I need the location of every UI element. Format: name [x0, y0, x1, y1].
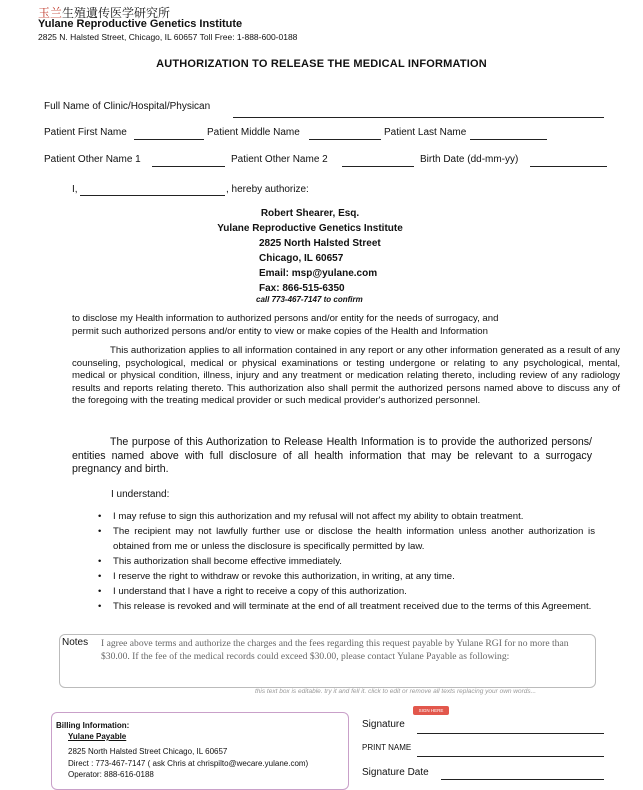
- notes-hint: this text box is editable. try it and fell it. click to edit or remove all texts replacing your own words...: [255, 688, 537, 695]
- birth-date-label: Birth Date (dd-mm-yy): [420, 154, 519, 165]
- clinic-field[interactable]: [234, 104, 602, 116]
- billing-operator: Operator: 888-616-0188: [68, 770, 154, 779]
- first-name-field[interactable]: [135, 127, 203, 139]
- middle-name-label: Patient Middle Name: [207, 127, 300, 138]
- signature-date-field[interactable]: [442, 766, 603, 778]
- last-name-label: Patient Last Name: [384, 127, 467, 138]
- other-name-2-field[interactable]: [343, 154, 413, 166]
- signature-label: Signature: [362, 719, 405, 730]
- signature-field[interactable]: [418, 719, 603, 731]
- billing-street: 2825 North Halsted Street Chicago, IL 60657: [68, 747, 228, 756]
- clinic-label: Full Name of Clinic/Hospital/Physican: [44, 101, 211, 112]
- first-name-underline: [134, 139, 204, 140]
- recipient-street: 2825 North Halsted Street: [259, 238, 381, 249]
- notes-text-field[interactable]: I agree above terms and authorize the charges and the fees regarding this request payable by Yulane RGI for no more than $30.00. If the fee of the medical records could exceed $30.00, please contact Yulane Payable as following:: [101, 638, 569, 662]
- institute-address: 2825 N. Halsted Street, Chicago, IL 60657 Toll Free: 1-888-600-0188: [38, 32, 298, 42]
- disclosure-line-1: to disclose my Health information to authorized persons and/or entity for the needs of surrogacy, and: [72, 313, 499, 324]
- first-name-label: Patient First Name: [44, 127, 127, 138]
- disclosure-line-2: permit such authorized persons and/or entity to view or make copies of the Health and Information: [72, 325, 488, 337]
- terms-item: • I may refuse to sign this authorization and my refusal will not affect my ability to obtain treatment.: [95, 509, 595, 524]
- recipient-name: Robert Shearer, Esq.: [260, 208, 360, 219]
- last-name-underline: [470, 139, 547, 140]
- institute-name: Yulane Reproductive Genetics Institute: [38, 18, 243, 30]
- terms-list: [95, 509, 595, 614]
- notes-label: Notes: [62, 637, 89, 648]
- middle-name-field[interactable]: [310, 127, 380, 139]
- signature-underline: [417, 733, 604, 734]
- terms-item: • This release is revoked and will terminate at the end of all treatment received due to the terms of this Agreement.: [95, 599, 595, 614]
- terms-item: • The recipient may not lawfully further use or disclose the health information unless another authorization is obtained from me or unless the disclosure is specifically permitted by law.: [95, 524, 595, 554]
- purpose-paragraph: The purpose of this Authorization to Release Health Information is to provide the authorized persons/ entities named above with full disclosure of all health information that may be relevant to a surrogacy pregnancy and birth.: [72, 436, 592, 475]
- other-name-2-underline: [342, 166, 414, 167]
- scope-paragraph: This authorization applies to all information contained in any report or any other information generated as a result of any counseling, psychological, medical or physical examinations or testing undergone or relating to any psychological, mental, medical or physical condition, illness, injury and any treatment or medication relating thereto, including review of any radiology results and reports relating thereto. This authorization also shall permit the authorized persons named above to discuss any of the foregoing with the treating medical provider or such medical provider's authorized personnel.: [72, 345, 620, 406]
- recipient-email: Email: msp@yulane.com: [259, 268, 378, 279]
- recipient-fax: Fax: 866-515-6350: [259, 283, 345, 294]
- other-name-1-underline: [152, 166, 225, 167]
- print-name-underline: [417, 756, 604, 757]
- authorize-label: , hereby authorize:: [226, 184, 309, 195]
- print-name-field[interactable]: [418, 743, 603, 755]
- other-name-2-label: Patient Other Name 2: [231, 154, 328, 165]
- logo-red-text: 玉兰: [38, 6, 63, 20]
- other-name-1-label: Patient Other Name 1: [44, 154, 141, 165]
- recipient-block: [200, 206, 420, 236]
- billing-heading: Billing Information:: [56, 721, 130, 730]
- sign-here-tag: SIGN HERE: [413, 706, 449, 715]
- birth-date-field[interactable]: [531, 154, 606, 166]
- signature-date-label: Signature Date: [362, 767, 429, 778]
- terms-item: • I understand that I have a right to receive a copy of this authorization.: [95, 584, 595, 599]
- billing-direct: Direct : 773-467-7147 ( ask Chris at chrispilto@wecare.yulane.com): [68, 759, 309, 768]
- recipient-city: Chicago, IL 60657: [259, 253, 344, 264]
- terms-item: • I reserve the right to withdraw or revoke this authorization, in writing, at any time.: [95, 569, 595, 584]
- print-name-label: PRINT NAME: [362, 743, 412, 752]
- last-name-field[interactable]: [471, 127, 546, 139]
- birth-date-underline: [530, 166, 607, 167]
- understand-heading: I understand:: [111, 489, 170, 500]
- logo-text: 生殖遺传医学研究所: [62, 6, 171, 20]
- i-label: I,: [72, 184, 78, 195]
- recipient-confirm: call 773-467-7147 to confirm: [256, 295, 363, 304]
- clinic-underline: [233, 117, 604, 118]
- billing-payee: Yulane Payable: [68, 732, 127, 741]
- disclosure-paragraph: [72, 313, 602, 338]
- recipient-org: Yulane Reproductive Genetics Institute: [217, 223, 403, 234]
- authorizer-name-field[interactable]: [81, 183, 224, 195]
- middle-name-underline: [309, 139, 381, 140]
- recipient-address: [259, 236, 381, 296]
- other-name-1-field[interactable]: [153, 154, 224, 166]
- terms-item: • This authorization shall become effective immediately.: [95, 554, 595, 569]
- signature-date-underline: [441, 779, 604, 780]
- page-title: AUTHORIZATION TO RELEASE THE MEDICAL INFORMATION: [156, 58, 487, 70]
- authorizer-underline: [80, 195, 225, 196]
